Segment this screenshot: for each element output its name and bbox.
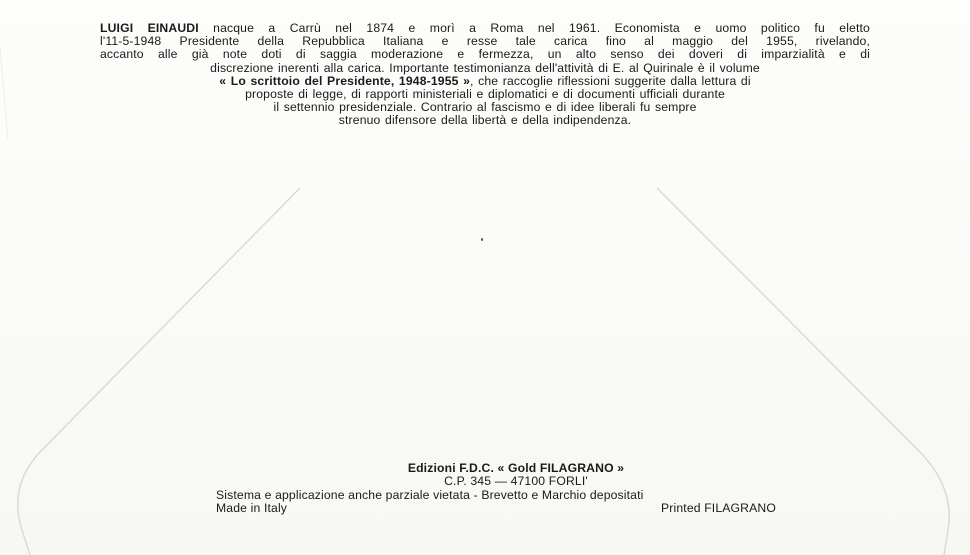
- biography-text: [100, 22, 870, 128]
- bio-line-6: proposte di legge, di rapporti ministeriali e diplomatici e di documenti ufficiali durante: [245, 87, 725, 102]
- publisher-name: Edizioni F.D.C. « Gold FILAGRANO »: [407, 461, 625, 475]
- origin-row: [216, 502, 776, 515]
- bio-line-4: discrezione inerenti alla carica. Importante testimonianza dell'attività di E. al Quirinale è il volume: [210, 60, 760, 75]
- publisher-imprint: [216, 462, 776, 516]
- rights-text: Sistema e applicazione anche parziale vietata - Brevetto e Marchio depositati: [216, 487, 644, 502]
- bio-line-1-text: nacque a Carrù nel 1874 e morì a Roma nel 1961. Economista e uomo politico fu eletto: [198, 21, 870, 35]
- bio-line-8: strenuo difensore della libertà e della indipendenza.: [338, 113, 632, 128]
- bio-line-2: l'11-5-1948 Presidente della Repubblica Italiana e resse tale carica fino al maggio del 1955, rivelando,: [100, 34, 870, 49]
- bio-name: LUIGI EINAUDI: [100, 21, 199, 35]
- bio-line-5-text: , che raccoglie riflessioni suggerite dalla lettura di: [470, 73, 751, 88]
- rights-notice: [216, 489, 776, 502]
- bio-line-3: accanto alle già note doti di saggia moderazione e fermezza, un alto senso dei doveri di imparzialità e di: [100, 47, 870, 62]
- ink-speck: [481, 238, 483, 241]
- bio-book-title: « Lo scrittoio del Presidente, 1948-1955 »: [219, 73, 471, 88]
- publisher-address: C.P. 345 — 47100 FORLI': [444, 474, 588, 489]
- bio-line-7: il settennio presidenziale. Contrario al fascismo e di idee liberali fu sempre: [273, 100, 697, 115]
- made-in-italy: Made in Italy: [216, 501, 288, 516]
- printer-credit: Printed FILAGRANO: [661, 501, 776, 516]
